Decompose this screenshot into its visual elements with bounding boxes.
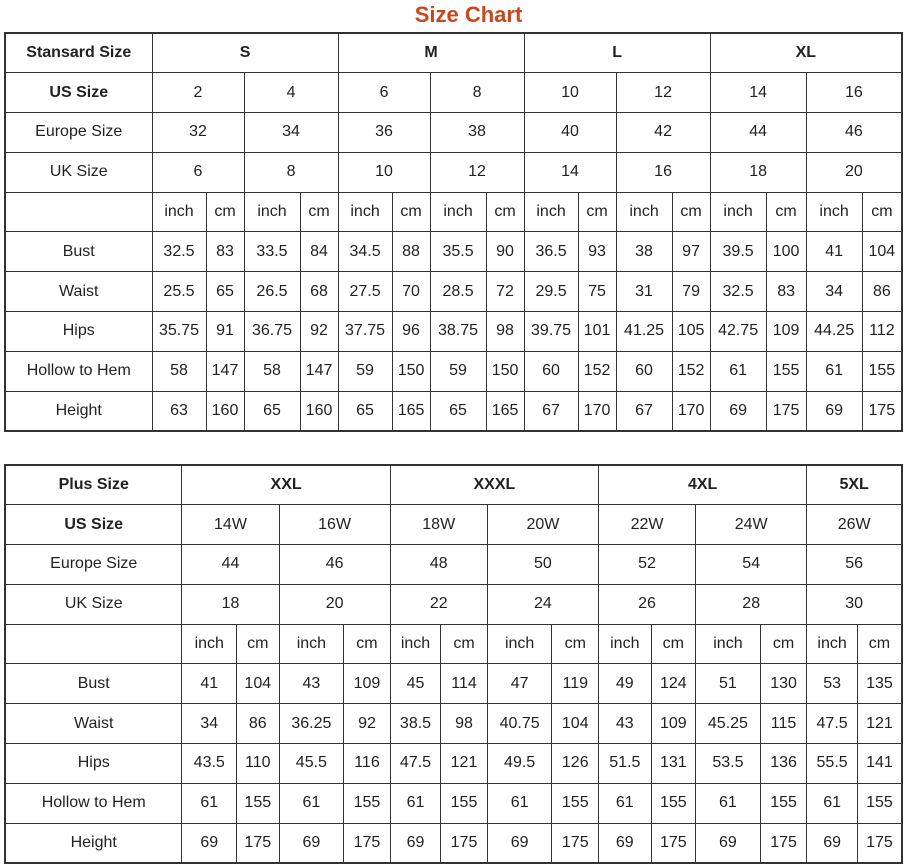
size-letter-cell: 5XL (807, 465, 902, 505)
row-label: UK Size (5, 584, 182, 624)
size-value-cell: 8 (430, 73, 524, 113)
measurement-value-cell: 175 (651, 823, 695, 863)
measurement-value-cell: 104 (552, 704, 599, 744)
measurement-value-cell: 38 (616, 232, 672, 272)
measurement-label: Height (5, 391, 152, 431)
size-value-cell: 50 (487, 545, 598, 585)
size-value-cell: 4 (244, 73, 338, 113)
measurement-value-cell: 91 (206, 312, 244, 352)
measurement-row (5, 664, 902, 704)
measurement-value-cell: 69 (390, 823, 441, 863)
measurement-value-cell: 152 (578, 351, 616, 391)
measurement-row (5, 391, 902, 431)
unit-inch-cell: inch (338, 192, 392, 232)
measurement-value-cell: 90 (486, 232, 524, 272)
measurement-value-cell: 121 (857, 704, 902, 744)
size-value-cell: 12 (430, 152, 524, 192)
measurement-value-cell: 112 (862, 312, 902, 352)
unit-inch-cell: inch (710, 192, 766, 232)
unit-cm-cell: cm (672, 192, 710, 232)
measurement-value-cell: 116 (344, 744, 391, 784)
measurement-value-cell: 67 (616, 391, 672, 431)
unit-inch-cell: inch (152, 192, 206, 232)
measurement-value-cell: 65 (430, 391, 486, 431)
measurement-value-cell: 32.5 (710, 272, 766, 312)
measurement-value-cell: 70 (392, 272, 430, 312)
size-value-cell: 44 (182, 545, 279, 585)
standard-size-table (4, 32, 903, 432)
size-value-cell: 24W (696, 505, 807, 545)
measurement-label: Hollow to Hem (5, 783, 182, 823)
measurement-value-cell: 41 (182, 664, 237, 704)
europe-size-row (5, 113, 902, 153)
row-label: UK Size (5, 152, 152, 192)
measurement-value-cell: 86 (237, 704, 279, 744)
uk-size-row (5, 584, 902, 624)
size-value-cell: 26 (599, 584, 696, 624)
size-letter-row (5, 33, 902, 73)
measurement-value-cell: 69 (807, 823, 858, 863)
measurement-value-cell: 34 (806, 272, 862, 312)
unit-inch-cell: inch (390, 624, 441, 664)
europe-size-row (5, 545, 902, 585)
measurement-value-cell: 175 (552, 823, 599, 863)
measurement-value-cell: 65 (206, 272, 244, 312)
unit-cm-cell: cm (651, 624, 695, 664)
measurement-value-cell: 69 (696, 823, 761, 863)
measurement-value-cell: 150 (486, 351, 524, 391)
measurement-label: Bust (5, 232, 152, 272)
measurement-value-cell: 45 (390, 664, 441, 704)
size-value-cell: 28 (696, 584, 807, 624)
size-value-cell: 20 (806, 152, 902, 192)
measurement-value-cell: 41.25 (616, 312, 672, 352)
measurement-value-cell: 155 (552, 783, 599, 823)
unit-cm-cell: cm (237, 624, 279, 664)
measurement-value-cell: 45.5 (279, 744, 344, 784)
size-value-cell: 22 (390, 584, 487, 624)
size-value-cell: 14W (182, 505, 279, 545)
measurement-value-cell: 47.5 (807, 704, 858, 744)
measurement-value-cell: 40.75 (487, 704, 552, 744)
size-value-cell: 10 (524, 73, 616, 113)
size-value-cell: 18W (390, 505, 487, 545)
measurement-value-cell: 69 (182, 823, 237, 863)
size-value-cell: 40 (524, 113, 616, 153)
measurement-value-cell: 58 (152, 351, 206, 391)
measurement-value-cell: 175 (344, 823, 391, 863)
measurement-value-cell: 92 (300, 312, 338, 352)
measurement-value-cell: 126 (552, 744, 599, 784)
size-value-cell: 24 (487, 584, 598, 624)
units-row (5, 192, 902, 232)
page-title: Size Chart (414, 2, 523, 27)
measurement-value-cell: 61 (696, 783, 761, 823)
measurement-value-cell: 152 (672, 351, 710, 391)
measurement-value-cell: 39.5 (710, 232, 766, 272)
size-letter-cell: XXXL (390, 465, 598, 505)
measurement-value-cell: 41 (806, 232, 862, 272)
measurement-value-cell: 42.75 (710, 312, 766, 352)
measurement-value-cell: 35.75 (152, 312, 206, 352)
measurement-value-cell: 60 (524, 351, 578, 391)
measurement-value-cell: 72 (486, 272, 524, 312)
measurement-label: Height (5, 823, 182, 863)
measurement-value-cell: 86 (862, 272, 902, 312)
measurement-value-cell: 97 (672, 232, 710, 272)
size-value-cell: 26W (807, 505, 902, 545)
measurement-value-cell: 32.5 (152, 232, 206, 272)
unit-inch-cell: inch (524, 192, 578, 232)
measurement-value-cell: 155 (344, 783, 391, 823)
measurement-value-cell: 175 (760, 823, 807, 863)
size-value-cell: 2 (152, 73, 244, 113)
size-value-cell: 34 (244, 113, 338, 153)
measurement-value-cell: 61 (710, 351, 766, 391)
row-label: US Size (5, 505, 182, 545)
measurement-value-cell: 131 (651, 744, 695, 784)
units-row (5, 624, 902, 664)
measurement-value-cell: 51.5 (599, 744, 652, 784)
measurement-value-cell: 130 (760, 664, 807, 704)
header-label: Plus Size (5, 465, 182, 505)
measurement-value-cell: 135 (857, 664, 902, 704)
unit-cm-cell: cm (300, 192, 338, 232)
measurement-value-cell: 124 (651, 664, 695, 704)
measurement-row (5, 704, 902, 744)
measurement-row (5, 312, 902, 352)
unit-inch-cell: inch (696, 624, 761, 664)
size-value-cell: 32 (152, 113, 244, 153)
measurement-value-cell: 98 (486, 312, 524, 352)
measurement-value-cell: 83 (206, 232, 244, 272)
size-value-cell: 30 (807, 584, 902, 624)
measurement-value-cell: 28.5 (430, 272, 486, 312)
measurement-value-cell: 75 (578, 272, 616, 312)
measurement-label: Hollow to Hem (5, 351, 152, 391)
unit-inch-cell: inch (806, 192, 862, 232)
measurement-value-cell: 43 (279, 664, 344, 704)
measurement-value-cell: 115 (760, 704, 807, 744)
size-value-cell: 20W (487, 505, 598, 545)
measurement-value-cell: 59 (430, 351, 486, 391)
unit-cm-cell: cm (862, 192, 902, 232)
measurement-value-cell: 69 (710, 391, 766, 431)
empty-cell (5, 192, 152, 232)
measurement-row (5, 351, 902, 391)
size-value-cell: 56 (807, 545, 902, 585)
measurement-value-cell: 105 (672, 312, 710, 352)
unit-cm-cell: cm (766, 192, 806, 232)
unit-inch-cell: inch (244, 192, 300, 232)
measurement-value-cell: 150 (392, 351, 430, 391)
measurement-row (5, 823, 902, 863)
measurement-value-cell: 61 (806, 351, 862, 391)
measurement-value-cell: 61 (487, 783, 552, 823)
measurement-value-cell: 43 (599, 704, 652, 744)
unit-cm-cell: cm (344, 624, 391, 664)
size-value-cell: 12 (616, 73, 710, 113)
measurement-value-cell: 29.5 (524, 272, 578, 312)
measurement-label: Hips (5, 744, 182, 784)
us-size-row (5, 73, 902, 113)
size-letter-cell: XL (710, 33, 902, 73)
measurement-value-cell: 170 (672, 391, 710, 431)
size-value-cell: 52 (599, 545, 696, 585)
measurement-value-cell: 43.5 (182, 744, 237, 784)
measurement-label: Hips (5, 312, 152, 352)
measurement-value-cell: 155 (862, 351, 902, 391)
unit-inch-cell: inch (182, 624, 237, 664)
size-letter-row (5, 465, 902, 505)
unit-cm-cell: cm (760, 624, 807, 664)
unit-cm-cell: cm (578, 192, 616, 232)
unit-cm-cell: cm (441, 624, 488, 664)
measurement-value-cell: 175 (441, 823, 488, 863)
measurement-value-cell: 45.25 (696, 704, 761, 744)
measurement-value-cell: 69 (279, 823, 344, 863)
measurement-value-cell: 61 (182, 783, 237, 823)
measurement-value-cell: 175 (857, 823, 902, 863)
size-value-cell: 48 (390, 545, 487, 585)
measurement-value-cell: 63 (152, 391, 206, 431)
row-label: Europe Size (5, 113, 152, 153)
measurement-value-cell: 147 (206, 351, 244, 391)
measurement-value-cell: 155 (441, 783, 488, 823)
size-value-cell: 36 (338, 113, 430, 153)
measurement-value-cell: 69 (487, 823, 552, 863)
measurement-row (5, 232, 902, 272)
measurement-value-cell: 35.5 (430, 232, 486, 272)
empty-cell (5, 624, 182, 664)
measurement-value-cell: 141 (857, 744, 902, 784)
measurement-value-cell: 79 (672, 272, 710, 312)
measurement-value-cell: 109 (766, 312, 806, 352)
measurement-value-cell: 25.5 (152, 272, 206, 312)
size-value-cell: 8 (244, 152, 338, 192)
measurement-value-cell: 36.75 (244, 312, 300, 352)
measurement-value-cell: 36.5 (524, 232, 578, 272)
measurement-value-cell: 53.5 (696, 744, 761, 784)
measurement-label: Bust (5, 664, 182, 704)
measurement-value-cell: 160 (206, 391, 244, 431)
header-label: Stansard Size (5, 33, 152, 73)
measurement-value-cell: 49 (599, 664, 652, 704)
size-value-cell: 16W (279, 505, 390, 545)
measurement-value-cell: 93 (578, 232, 616, 272)
measurement-value-cell: 92 (344, 704, 391, 744)
measurement-label: Waist (5, 272, 152, 312)
unit-cm-cell: cm (552, 624, 599, 664)
measurement-value-cell: 61 (599, 783, 652, 823)
measurement-value-cell: 136 (760, 744, 807, 784)
plus-size-table (4, 464, 903, 864)
size-letter-cell: L (524, 33, 710, 73)
measurement-value-cell: 36.25 (279, 704, 344, 744)
measurement-value-cell: 61 (279, 783, 344, 823)
measurement-value-cell: 55.5 (807, 744, 858, 784)
row-label: US Size (5, 73, 152, 113)
measurement-value-cell: 114 (441, 664, 488, 704)
measurement-value-cell: 84 (300, 232, 338, 272)
measurement-value-cell: 27.5 (338, 272, 392, 312)
measurement-value-cell: 69 (806, 391, 862, 431)
measurement-value-cell: 47.5 (390, 744, 441, 784)
measurement-value-cell: 65 (338, 391, 392, 431)
measurement-value-cell: 101 (578, 312, 616, 352)
measurement-value-cell: 155 (237, 783, 279, 823)
measurement-value-cell: 67 (524, 391, 578, 431)
measurement-value-cell: 175 (862, 391, 902, 431)
measurement-value-cell: 100 (766, 232, 806, 272)
measurement-value-cell: 165 (486, 391, 524, 431)
unit-cm-cell: cm (392, 192, 430, 232)
size-value-cell: 38 (430, 113, 524, 153)
measurement-row (5, 783, 902, 823)
size-value-cell: 22W (599, 505, 696, 545)
measurement-value-cell: 44.25 (806, 312, 862, 352)
measurement-value-cell: 38.5 (390, 704, 441, 744)
measurement-value-cell: 37.75 (338, 312, 392, 352)
measurement-value-cell: 58 (244, 351, 300, 391)
measurement-value-cell: 60 (616, 351, 672, 391)
size-value-cell: 16 (806, 73, 902, 113)
measurement-value-cell: 49.5 (487, 744, 552, 784)
size-value-cell: 20 (279, 584, 390, 624)
size-value-cell: 46 (806, 113, 902, 153)
size-value-cell: 54 (696, 545, 807, 585)
size-value-cell: 18 (182, 584, 279, 624)
measurement-value-cell: 109 (651, 704, 695, 744)
measurement-value-cell: 104 (862, 232, 902, 272)
unit-cm-cell: cm (206, 192, 244, 232)
measurement-value-cell: 47 (487, 664, 552, 704)
measurement-value-cell: 155 (760, 783, 807, 823)
uk-size-row (5, 152, 902, 192)
measurement-value-cell: 26.5 (244, 272, 300, 312)
measurement-value-cell: 69 (599, 823, 652, 863)
size-value-cell: 18 (710, 152, 806, 192)
measurement-value-cell: 104 (237, 664, 279, 704)
size-letter-cell: M (338, 33, 524, 73)
measurement-value-cell: 110 (237, 744, 279, 784)
measurement-value-cell: 61 (390, 783, 441, 823)
measurement-value-cell: 31 (616, 272, 672, 312)
measurement-value-cell: 83 (766, 272, 806, 312)
size-letter-cell: XXL (182, 465, 390, 505)
measurement-value-cell: 68 (300, 272, 338, 312)
unit-cm-cell: cm (486, 192, 524, 232)
measurement-value-cell: 61 (807, 783, 858, 823)
measurement-value-cell: 160 (300, 391, 338, 431)
unit-inch-cell: inch (807, 624, 858, 664)
row-label: Europe Size (5, 545, 182, 585)
measurement-value-cell: 175 (237, 823, 279, 863)
size-value-cell: 42 (616, 113, 710, 153)
size-value-cell: 16 (616, 152, 710, 192)
measurement-row (5, 272, 902, 312)
unit-inch-cell: inch (279, 624, 344, 664)
size-letter-cell: 4XL (599, 465, 807, 505)
measurement-value-cell: 109 (344, 664, 391, 704)
unit-inch-cell: inch (430, 192, 486, 232)
unit-inch-cell: inch (599, 624, 652, 664)
size-value-cell: 6 (152, 152, 244, 192)
measurement-row (5, 744, 902, 784)
measurement-value-cell: 39.75 (524, 312, 578, 352)
measurement-value-cell: 155 (651, 783, 695, 823)
unit-cm-cell: cm (857, 624, 902, 664)
measurement-value-cell: 88 (392, 232, 430, 272)
size-value-cell: 14 (524, 152, 616, 192)
measurement-value-cell: 53 (807, 664, 858, 704)
measurement-value-cell: 119 (552, 664, 599, 704)
measurement-value-cell: 165 (392, 391, 430, 431)
measurement-value-cell: 121 (441, 744, 488, 784)
measurement-value-cell: 96 (392, 312, 430, 352)
unit-inch-cell: inch (616, 192, 672, 232)
size-value-cell: 44 (710, 113, 806, 153)
unit-inch-cell: inch (487, 624, 552, 664)
measurement-value-cell: 175 (766, 391, 806, 431)
measurement-value-cell: 59 (338, 351, 392, 391)
measurement-value-cell: 65 (244, 391, 300, 431)
measurement-value-cell: 34.5 (338, 232, 392, 272)
measurement-value-cell: 33.5 (244, 232, 300, 272)
measurement-label: Waist (5, 704, 182, 744)
us-size-row (5, 505, 902, 545)
measurement-value-cell: 155 (857, 783, 902, 823)
measurement-value-cell: 147 (300, 351, 338, 391)
size-value-cell: 14 (710, 73, 806, 113)
size-value-cell: 6 (338, 73, 430, 113)
size-letter-cell: S (152, 33, 338, 73)
size-value-cell: 46 (279, 545, 390, 585)
measurement-value-cell: 98 (441, 704, 488, 744)
size-value-cell: 10 (338, 152, 430, 192)
measurement-value-cell: 34 (182, 704, 237, 744)
measurement-value-cell: 170 (578, 391, 616, 431)
measurement-value-cell: 38.75 (430, 312, 486, 352)
measurement-value-cell: 51 (696, 664, 761, 704)
measurement-value-cell: 155 (766, 351, 806, 391)
